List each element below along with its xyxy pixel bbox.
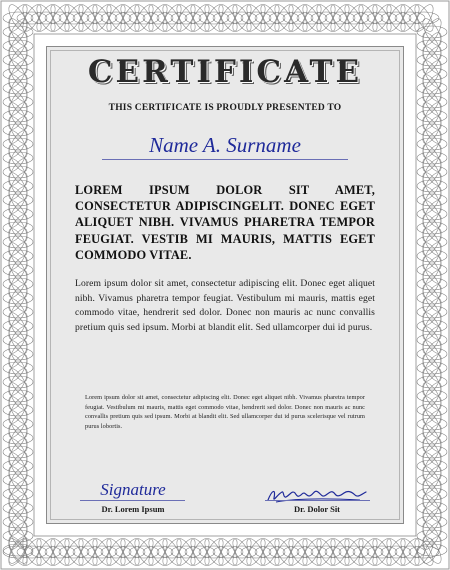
certificate-title: CERTIFICATE	[87, 54, 363, 90]
guilloche-loop	[311, 12, 341, 24]
guilloche-loop	[17, 12, 47, 24]
guilloche-loop	[227, 546, 257, 558]
right-signatory-name: Dr. Dolor Sit	[293, 504, 341, 514]
guilloche-loop	[143, 546, 173, 558]
guilloche-loop	[409, 12, 439, 24]
guilloche-loop	[269, 546, 299, 558]
guilloche-loop	[129, 546, 159, 558]
guilloche-loop	[381, 546, 411, 558]
guilloche-loop	[297, 12, 327, 24]
guilloche-loop	[395, 12, 425, 24]
guilloche-loop	[45, 546, 75, 558]
handwritten-signature-icon	[262, 484, 372, 506]
guilloche-loop	[367, 546, 397, 558]
guilloche-loop	[199, 546, 229, 558]
left-signatory-name: Dr. Lorem Ipsum	[101, 504, 165, 514]
presented-to-subtitle: THIS CERTIFICATE IS PROUDLY PRESENTED TO	[108, 103, 342, 113]
guilloche-loop	[227, 12, 257, 24]
guilloche-loop	[73, 12, 103, 24]
guilloche-loop	[255, 546, 285, 558]
guilloche-loop	[185, 12, 215, 24]
guilloche-loop	[353, 12, 383, 24]
guilloche-loop	[31, 12, 61, 24]
guilloche-loop	[297, 546, 327, 558]
guilloche-loop	[339, 546, 369, 558]
guilloche-loop	[101, 12, 131, 24]
guilloche-loop	[325, 12, 355, 24]
guilloche-loop	[143, 12, 173, 24]
guilloche-loop	[101, 546, 131, 558]
guilloche-loop	[395, 546, 425, 558]
guilloche-loop	[199, 12, 229, 24]
guilloche-loop	[171, 546, 201, 558]
guilloche-loop	[353, 546, 383, 558]
left-signature: Signature	[100, 480, 166, 499]
guilloche-loop	[115, 12, 145, 24]
left-signature-line	[80, 500, 185, 501]
guilloche-loop	[73, 546, 103, 558]
guilloche-loop	[213, 546, 243, 558]
guilloche-loop	[283, 546, 313, 558]
guilloche-loop	[213, 12, 243, 24]
guilloche-loop	[339, 12, 369, 24]
body-text-medium: Lorem ipsum dolor sit amet, consectetur adipiscing elit. Donec eget aliquet nibh. Vivamus pharetra tempor feugiat. Vestibulum mi mauris, mattis eget commodo vitae, hendrerit sed dolor. Donec non mauris ac nunc convallis pretium quis sed ipsum. Morbi at blandit elit. Sed ullamcorper dui id purus.	[75, 278, 375, 333]
guilloche-loop	[283, 12, 313, 24]
guilloche-loop	[241, 12, 271, 24]
guilloche-loop	[45, 12, 75, 24]
guilloche-loop	[185, 546, 215, 558]
body-text-large: LOREM IPSUM DOLOR SIT AMET, CONSECTETUR ADIPISCINGELIT. DONEC EGET ALIQUET NIBH. VIVAMUS PHARETRA TEMPOR FEUGIAT. VESTIB MI MAURIS, MATTIS EGET COMMODO VITAE.	[75, 183, 375, 262]
guilloche-loop	[115, 546, 145, 558]
recipient-underline	[102, 159, 348, 160]
body-text-small: Lorem ipsum dolor sit amet, consectetur adipiscing elit. Donec eget aliquet nibh. Vivamus pharetra tempor feugiat. Vestibulum mi mauris, mattis eget commodo vitae, hendrerit sed dolor. Donec non mauris ac nunc convallis pretium quis sed ipsum. Morbi at blandit elit. Sed ullamcorper dui id purus scelerisque vel rutrum purus lobortis.	[85, 394, 365, 430]
right-signature-line	[265, 500, 370, 501]
guilloche-loop	[269, 12, 299, 24]
recipient-name: Name A. Surname	[149, 133, 301, 157]
guilloche-loop	[87, 12, 117, 24]
guilloche-loop	[241, 546, 271, 558]
guilloche-loop	[59, 12, 89, 24]
guilloche-loop	[171, 12, 201, 24]
guilloche-loop	[367, 12, 397, 24]
guilloche-loop	[157, 546, 187, 558]
guilloche-loop	[325, 546, 355, 558]
guilloche-loop	[129, 12, 159, 24]
guilloche-loop	[31, 546, 61, 558]
guilloche-loop	[87, 546, 117, 558]
guilloche-loop	[157, 12, 187, 24]
guilloche-loop	[311, 546, 341, 558]
guilloche-loop	[381, 12, 411, 24]
guilloche-loop	[255, 12, 285, 24]
guilloche-loop	[59, 546, 89, 558]
